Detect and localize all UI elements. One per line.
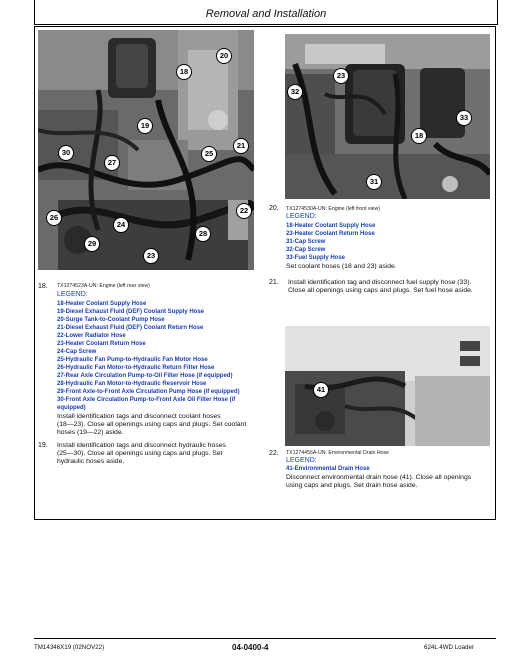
figure-left-id: TX1274523A-UN: Engine (left rear view) bbox=[57, 283, 150, 289]
callout-20: 20 bbox=[216, 48, 232, 64]
legend-item: 20-Surge Tank-to-Coolant Pump Hose bbox=[57, 317, 165, 323]
page-header bbox=[34, 0, 498, 25]
callout-21: 21 bbox=[233, 138, 249, 154]
callout-23: 23 bbox=[333, 68, 349, 84]
step-19-text: Install identification tags and disconnect hydraulic hoses bbox=[57, 442, 226, 449]
step-19-text: (25—30). Close all openings using caps and plugs. Set bbox=[57, 450, 223, 457]
callout-32: 32 bbox=[287, 84, 303, 100]
step-21-text: Close all openings using caps and plugs. Set fuel hose aside. bbox=[288, 287, 473, 294]
legend-title: LEGEND: bbox=[57, 291, 88, 298]
callout-28: 28 bbox=[195, 226, 211, 242]
step-19-number: 19. bbox=[38, 442, 48, 449]
legend-item: equipped) bbox=[57, 405, 86, 411]
callout-19: 19 bbox=[137, 118, 153, 134]
step-22-text: Disconnect environmental drain hose (41). Close all openings bbox=[286, 474, 472, 481]
legend-item: 30-Front Axle Circulation Pump-to-Front Axle Oil Filter Hose (if bbox=[57, 397, 236, 403]
step-20-text: Set coolant hoses (18 and 23) aside. bbox=[286, 263, 397, 270]
figure-right-bottom-id: TX1274456A-UN: Environmental Drain Hose bbox=[286, 450, 389, 456]
footer-page-number: 04-0400-4 bbox=[232, 643, 269, 652]
callout-18: 18 bbox=[176, 64, 192, 80]
step-18-text: Install identification tags and disconnect coolant hoses bbox=[57, 413, 221, 420]
footer-model: 624L 4WD Loader bbox=[424, 644, 474, 651]
step-21-text: Install identification tag and disconnect fuel supply hose (33). bbox=[288, 279, 472, 286]
callout-30: 30 bbox=[58, 145, 74, 161]
step-19-text: hydraulic hoses aside. bbox=[57, 458, 125, 465]
legend-title: LEGEND: bbox=[286, 457, 317, 464]
step-21-number: 21. bbox=[269, 279, 279, 286]
footer-divider bbox=[34, 638, 496, 639]
step-18-text: (18—23). Close all openings using caps and plugs. Set coolant bbox=[57, 421, 247, 428]
legend-item: 31-Cap Screw bbox=[286, 239, 326, 245]
legend-item: 22-Lower Radiator Hose bbox=[57, 333, 126, 339]
callout-41: 41 bbox=[313, 382, 329, 398]
section-title: Removal and Installation bbox=[205, 8, 327, 20]
callout-31: 31 bbox=[366, 174, 382, 190]
legend-item: 28-Hydraulic Fan Motor-to-Hydraulic Reservoir Hose bbox=[57, 381, 207, 387]
legend-item: 18-Heater Coolant Supply Hose bbox=[57, 301, 147, 307]
legend-item: 21-Diesel Exhaust Fluid (DEF) Coolant Return Hose bbox=[57, 325, 204, 331]
legend-item: 27-Rear Axle Circulation Pump-to-Oil Filter Hose (if equipped) bbox=[57, 373, 233, 379]
legend-item: 19-Diesel Exhaust Fluid (DEF) Coolant Supply Hose bbox=[57, 309, 205, 315]
step-20-number: 20. bbox=[269, 205, 279, 212]
callout-29: 29 bbox=[84, 236, 100, 252]
legend-title: LEGEND: bbox=[286, 213, 317, 220]
callout-33: 33 bbox=[456, 110, 472, 126]
callout-25: 25 bbox=[201, 146, 217, 162]
callout-24: 24 bbox=[113, 217, 129, 233]
callout-18: 18 bbox=[411, 128, 427, 144]
footer-doc-id: TM14346X19 (02NOV22) bbox=[34, 644, 105, 651]
legend-item: 29-Front Axle-to-Front Axle Circulation Pump Hose (if equipped) bbox=[57, 389, 240, 395]
callout-26: 26 bbox=[46, 210, 62, 226]
legend-item: 24-Cap Screw bbox=[57, 349, 97, 355]
callout-23: 23 bbox=[143, 248, 159, 264]
step-18-number: 18. bbox=[38, 283, 48, 290]
step-22-text: using caps and plugs. Set drain hose aside. bbox=[286, 482, 418, 489]
legend-item: 25-Hydraulic Fan Pump-to-Hydraulic Fan Motor Hose bbox=[57, 357, 208, 363]
legend-item: 23-Heater Coolant Return Hose bbox=[57, 341, 146, 347]
figure-right-top-id: TX1274530A-UN: Engine (left front view) bbox=[286, 206, 380, 212]
legend-item: 26-Hydraulic Fan Motor-to-Hydraulic Return Filter Hose bbox=[57, 365, 215, 371]
legend-item: 32-Cap Screw bbox=[286, 247, 326, 253]
step-22-number: 22. bbox=[269, 450, 279, 457]
legend-item: 33-Fuel Supply Hose bbox=[286, 255, 346, 261]
legend-item: 18-Heater Coolant Supply Hose bbox=[286, 223, 376, 229]
callout-27: 27 bbox=[104, 155, 120, 171]
callout-22: 22 bbox=[236, 203, 252, 219]
legend-item: 41-Environmental Drain Hose bbox=[286, 466, 370, 472]
step-18-text: hoses (19—22) aside. bbox=[57, 429, 124, 436]
legend-item: 23-Heater Coolant Return Hose bbox=[286, 231, 375, 237]
